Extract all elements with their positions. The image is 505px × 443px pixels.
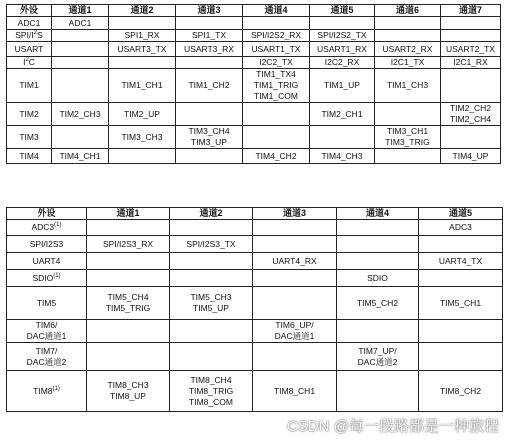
cell-line: USART2_RX <box>382 43 433 54</box>
table-cell <box>375 126 441 149</box>
row-label <box>7 270 87 287</box>
row-label-line: SPI/I2S3 <box>29 238 64 249</box>
table-cell <box>87 253 170 270</box>
table-cell <box>441 42 501 57</box>
cell-line: TIM1_CH1 <box>121 80 163 90</box>
table-cell <box>310 126 375 149</box>
table-cell <box>176 126 243 149</box>
table-cell <box>109 103 176 126</box>
table-cell <box>310 69 375 103</box>
cell-line: TIM2_CH1 <box>321 108 363 119</box>
row-label <box>7 253 87 270</box>
header-channel-6: 通道6 <box>375 5 441 17</box>
row-label-line: TIM7/ <box>35 345 58 356</box>
cell-line: ADC1 <box>68 17 92 28</box>
row-label-line: DAC通道2 <box>26 356 67 367</box>
table-cell <box>176 17 243 30</box>
table-cell <box>87 371 170 412</box>
table-row <box>7 287 503 320</box>
row-label <box>7 320 87 343</box>
row-label-line: TIM6/ <box>35 320 58 330</box>
cell-line: TIM5_CH4 <box>107 292 149 302</box>
cell-line: USART1_RX <box>317 43 367 54</box>
table-cell <box>419 371 503 412</box>
table-cell <box>375 57 441 69</box>
cell-line: TIM8_TRIG <box>188 385 234 396</box>
table-cell <box>109 17 176 30</box>
table-cell <box>441 149 501 164</box>
table-cell <box>52 149 109 164</box>
dma2-channel-table <box>6 207 503 412</box>
cell-line: USART1_TX <box>251 43 301 54</box>
dma1-channel-table <box>6 4 501 164</box>
table-cell <box>310 149 375 164</box>
table-cell <box>243 126 310 149</box>
row-label <box>7 126 52 149</box>
cell-line: TIM7_UP/ <box>358 345 397 356</box>
cell-line: SPI/I2S3_RX <box>102 238 154 249</box>
cell-line: TIM4_CH3 <box>321 150 363 161</box>
row-label-text: TIM4 <box>19 150 39 161</box>
cell-line: DAC通道2 <box>357 356 398 367</box>
cell-line: TIM5_CH1 <box>439 297 482 308</box>
header-peripheral: 外设 <box>7 208 87 220</box>
table-cell <box>170 287 253 320</box>
cell-line: TIM1_CH3 <box>386 80 429 90</box>
cell-line: SPI/I2S2_TX <box>317 30 367 40</box>
table-cell <box>176 69 243 103</box>
cell-line: TIM1_TX4 <box>256 69 296 79</box>
table-cell <box>176 103 243 126</box>
table-cell <box>253 343 337 371</box>
row-label-line: UART4 <box>32 255 61 266</box>
header-channel-7: 通道7 <box>441 5 501 17</box>
cell-line: TIM3_UP <box>191 137 227 147</box>
table-cell <box>87 320 170 343</box>
table-cell <box>375 30 441 42</box>
cell-line: TIM8_CH4 <box>190 374 232 385</box>
row-label-tail: C <box>28 57 35 67</box>
superscript: 2 <box>25 57 29 64</box>
cell-line: TIM6_UP/ <box>275 320 314 330</box>
table-cell <box>243 42 310 57</box>
table-cell <box>253 270 337 287</box>
table-row <box>7 17 501 30</box>
cell-line: I2C2_RX <box>324 57 360 67</box>
superscript: 2 <box>33 30 38 37</box>
table-cell <box>176 149 243 164</box>
table-cell <box>170 253 253 270</box>
row-label-tail: S <box>37 30 43 40</box>
row-label-text: TIM2 <box>19 108 39 119</box>
row-label <box>7 236 87 253</box>
table-row <box>7 253 503 270</box>
table-row <box>7 320 503 343</box>
cell-line: TIM2_CH2 <box>449 103 492 113</box>
table-cell <box>337 236 419 253</box>
cell-line: TIM1_UP <box>324 80 360 90</box>
cell-line: TIM3_CH4 <box>188 126 230 136</box>
table-row <box>7 236 503 253</box>
superscript: (1) <box>52 385 60 392</box>
table-cell <box>441 17 501 30</box>
row-label-text: USART <box>14 43 44 54</box>
table-cell <box>419 287 503 320</box>
table-row <box>7 270 503 287</box>
row-label <box>7 69 52 103</box>
cell-line: SPI/I2S2_RX <box>250 30 302 40</box>
cell-line: TIM3_CH3 <box>121 131 163 142</box>
cell-line: UART4_RX <box>272 255 317 266</box>
header-peripheral: 外设 <box>7 5 52 17</box>
table-cell <box>87 220 170 236</box>
table-cell <box>337 287 419 320</box>
table-cell <box>170 343 253 371</box>
table-cell <box>87 270 170 287</box>
table-cell <box>253 371 337 412</box>
table-cell <box>337 220 419 236</box>
table-cell <box>243 103 310 126</box>
table-cell <box>176 42 243 57</box>
table-cell <box>310 42 375 57</box>
header-channel-3: 通道3 <box>253 208 337 220</box>
table-cell <box>419 253 503 270</box>
cell-line: I2C1_RX <box>453 57 488 67</box>
cell-line: TIM3_TRIG <box>385 137 430 147</box>
table-row <box>7 57 501 69</box>
table-cell <box>253 236 337 253</box>
cell-line: UART4_TX <box>438 255 483 266</box>
table-row <box>7 69 501 103</box>
cell-line: TIM2_CH3 <box>59 108 101 119</box>
table-header-row <box>7 5 501 17</box>
table-cell <box>337 320 419 343</box>
table-cell <box>375 149 441 164</box>
table-cell <box>52 103 109 126</box>
table-cell <box>375 69 441 103</box>
cell-line: TIM8_CH1 <box>273 385 316 396</box>
header-channel-2: 通道2 <box>170 208 253 220</box>
cell-line: TIM5_TRIG <box>105 303 151 313</box>
header-channel-2: 通道2 <box>109 5 176 17</box>
row-label-text: ADC1 <box>17 17 41 28</box>
table-cell <box>243 30 310 42</box>
table-cell <box>52 30 109 42</box>
row-label-text: I <box>23 57 26 67</box>
cell-line: TIM8_CH3 <box>107 380 149 390</box>
row-label <box>7 57 52 69</box>
table-cell <box>419 320 503 343</box>
row-label <box>7 343 87 371</box>
table-cell <box>337 270 419 287</box>
row-label <box>7 371 87 412</box>
cell-line: TIM1_TRIG <box>253 80 299 90</box>
cell-line: TIM3_CH1 <box>386 126 429 136</box>
table-cell <box>419 343 503 371</box>
table-cell <box>87 287 170 320</box>
table-cell <box>109 57 176 69</box>
table-cell <box>109 149 176 164</box>
table-cell <box>375 17 441 30</box>
table-cell <box>176 30 243 42</box>
header-channel-1: 通道1 <box>87 208 170 220</box>
table-cell <box>253 287 337 320</box>
table-cell <box>419 236 503 253</box>
cell-line: TIM8_CH2 <box>439 385 482 396</box>
table-cell <box>310 17 375 30</box>
table-cell <box>109 69 176 103</box>
row-label-text: TIM1 <box>19 80 39 90</box>
cell-line: TIM1_COM <box>254 91 298 101</box>
cell-line: TIM5_UP <box>193 303 229 313</box>
table-cell <box>441 69 501 103</box>
cell-line: I2C2_TX <box>259 57 293 67</box>
cell-line: TIM4_UP <box>452 150 489 161</box>
table-row <box>7 343 503 371</box>
cell-line: TIM4_CH2 <box>255 150 297 161</box>
table-cell <box>253 220 337 236</box>
row-label <box>7 103 52 126</box>
table-cell <box>337 343 419 371</box>
table-cell <box>87 343 170 371</box>
row-label <box>7 220 87 236</box>
header-channel-4: 通道4 <box>337 208 419 220</box>
cell-line: TIM8_COM <box>189 396 233 407</box>
table-cell <box>109 42 176 57</box>
table-cell <box>170 371 253 412</box>
cell-line: TIM5_CH3 <box>190 292 232 302</box>
table-cell <box>170 236 253 253</box>
table-cell <box>337 371 419 412</box>
table-cell <box>375 42 441 57</box>
table-row <box>7 30 501 42</box>
table-cell <box>375 103 441 126</box>
row-label <box>7 17 52 30</box>
cell-line: TIM2_UP <box>124 108 160 119</box>
table-cell <box>243 57 310 69</box>
table-cell <box>441 103 501 126</box>
row-label <box>7 42 52 57</box>
table-cell <box>243 149 310 164</box>
table-cell <box>253 253 337 270</box>
table-cell <box>419 270 503 287</box>
table-cell <box>170 220 253 236</box>
cell-line: SPI1_RX <box>124 30 160 40</box>
header-channel-5: 通道5 <box>419 208 503 220</box>
row-label-line: ADC3$^{(1)}$ <box>31 222 62 232</box>
row-label-text: TIM3 <box>19 131 39 142</box>
table-cell <box>243 69 310 103</box>
table-header-row <box>7 208 503 220</box>
row-label-line: TIM5 <box>36 297 57 308</box>
cell-line: TIM2_CH4 <box>449 114 492 124</box>
row-label <box>7 287 87 320</box>
table-row <box>7 126 501 149</box>
cell-line: TIM8_UP <box>110 391 146 401</box>
table-cell <box>253 320 337 343</box>
cell-line: USART3_TX <box>117 43 167 54</box>
header-channel-5: 通道5 <box>310 5 375 17</box>
cell-line: USART3_RX <box>184 43 234 54</box>
table-cell <box>52 17 109 30</box>
row-label-line: DAC通道1 <box>26 331 67 341</box>
table-row <box>7 220 503 236</box>
table-cell <box>310 57 375 69</box>
csdn-watermark: CSDN @每一段路都是一种旅程 <box>287 418 499 435</box>
table-row <box>7 371 503 412</box>
cell-line: TIM4_CH1 <box>59 150 101 161</box>
table-cell <box>52 57 109 69</box>
table-cell <box>441 126 501 149</box>
header-channel-4: 通道4 <box>243 5 310 17</box>
cell-line: SPI1_TX <box>191 30 227 40</box>
table-cell <box>441 30 501 42</box>
row-label-line: SDIO$^{(1)}$ <box>32 272 61 283</box>
table-row <box>7 42 501 57</box>
table-cell <box>441 57 501 69</box>
table-cell <box>52 69 109 103</box>
table-cell <box>310 103 375 126</box>
cell-line: ADC3 <box>449 222 472 232</box>
table-cell <box>87 236 170 253</box>
table-cell <box>109 126 176 149</box>
cell-line: TIM1_CH2 <box>188 80 230 90</box>
table-row <box>7 103 501 126</box>
table-cell <box>310 30 375 42</box>
cell-line: SPI/I2S3_TX <box>186 238 236 249</box>
table-cell <box>176 57 243 69</box>
row-label-line: TIM8$^{(1)}$ <box>33 385 60 396</box>
table-cell <box>109 30 176 42</box>
cell-line: SDIO <box>367 272 388 283</box>
row-label-text: SPI/I <box>15 30 34 40</box>
cell-line: TIM5_CH2 <box>356 297 399 308</box>
table-cell <box>337 253 419 270</box>
superscript: (1) <box>53 272 61 279</box>
table-cell <box>243 17 310 30</box>
table-cell <box>170 320 253 343</box>
row-label <box>7 30 52 42</box>
superscript: (1) <box>54 222 62 229</box>
table-cell <box>170 270 253 287</box>
table-cell <box>419 220 503 236</box>
table-row <box>7 149 501 164</box>
table-cell <box>52 42 109 57</box>
cell-line: USART2_TX <box>446 43 495 54</box>
row-label <box>7 149 52 164</box>
header-channel-3: 通道3 <box>176 5 243 17</box>
cell-line: DAC通道1 <box>274 331 315 341</box>
header-channel-1: 通道1 <box>52 5 109 17</box>
cell-line: I2C1_TX <box>390 57 425 67</box>
table-cell <box>52 126 109 149</box>
